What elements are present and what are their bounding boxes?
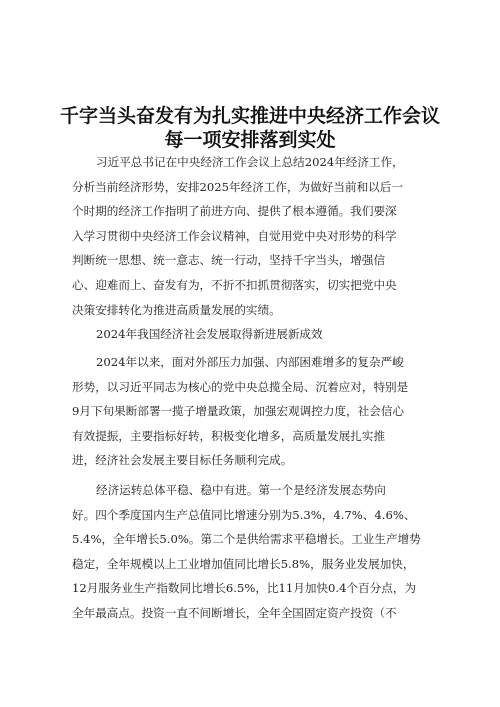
paragraph-line: 好。四个季度国内生产总值同比增速分别为5.3%，4.7%、4.6%、 [72,507,416,522]
paragraph-2024 [72,350,434,473]
paragraph-line: 形势，以习近平同志为核心的党中央总揽全局、沉着应对，特别是 [72,379,409,394]
paragraph-line: 2024年以来，面对外部压力加强、内部困难增多的复杂严峻 [96,355,404,369]
document-title-line-1: 千字当头奋发有为扎实推进中央经济工作会议 [60,105,441,127]
paragraph-line: 习近平总书记在中央经济工作会议上总结2024年经济工作， [96,155,404,169]
paragraph-line: 12月服务业生产指数同比增长6.5%，比11月加快0.4个百分点，为 [72,581,417,596]
paragraph-line: 有效提振，主要指标好转，积极变化增多，高质量发展扎实推 [72,428,386,443]
paragraph-line: 心、迎难而上、奋发有为，不折不扣抓贯彻落实，切实把党中央 [72,277,397,292]
paragraph-line: 9月下旬果断部署一揽子增量政策，加强宏观调控力度，社会信心 [72,404,405,419]
paragraph-economy [72,478,434,626]
paragraph-line: 经济运转总体平稳、稳中有进。第一个是经济发展态势向 [96,483,386,497]
section-heading-text: 2024年我国经济社会发展取得新进展新成效 [96,327,323,341]
section-heading [72,322,434,347]
paragraph-line: 进，经济社会发展主要目标任务顺利完成。 [72,453,293,468]
paragraph-line: 决策安排转化为推进高质量发展的实绩。 [72,302,281,317]
paragraph-intro [72,150,434,322]
paragraph-line: 分析当前经济形势，安排2025年经济工作，为做好当前和以后一 [72,179,403,194]
paragraph-line: 全年最高点。投资一直不间断增长，全年全国固定资产投资（不 [72,605,397,620]
paragraph-line: 判断统一思想、统一意志、统一行动，坚持千字当头，增强信 [72,253,386,268]
paragraph-line: 入学习贯彻中央经济工作会议精神，自觉用党中央对形势的科学 [72,228,397,243]
paragraph-line: 5.4%，全年增长5.0%。第二个是供给需求平稳增长。工业生产增势 [72,532,421,547]
document-title-line-2: 每一项安排落到实处 [164,129,336,151]
paragraph-line: 稳定，全年规模以上工业增加值同比增长5.8%，服务业发展加快， [72,556,415,571]
paragraph-line: 个时期的经济工作指明了前进方向、提供了根本遵循。我们要深 [72,204,397,219]
